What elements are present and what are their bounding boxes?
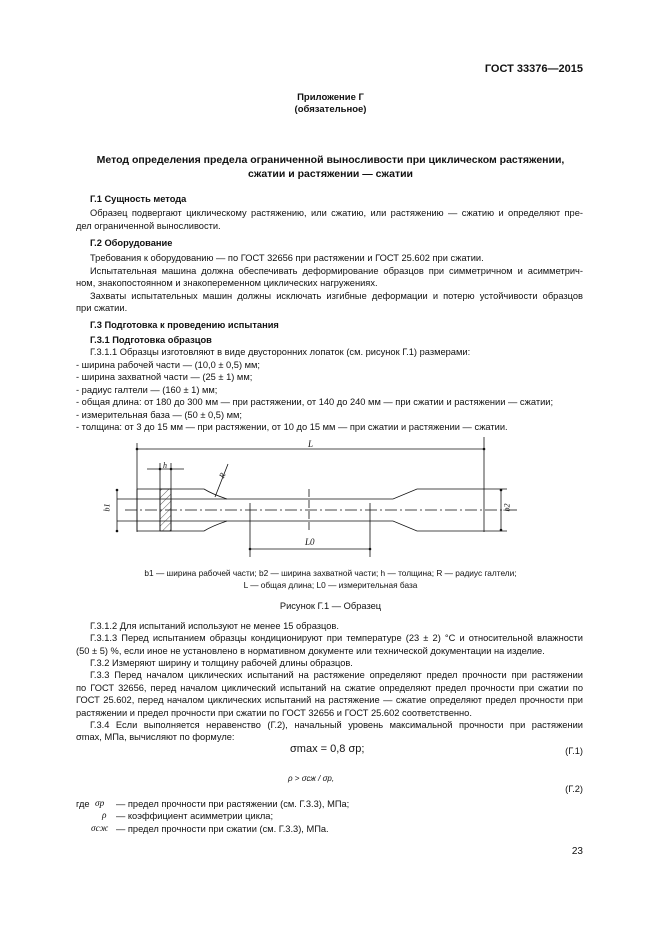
formula-g1-number: (Г.1): [565, 746, 583, 756]
definition: — коэффициент асимметрии цикла;: [116, 811, 274, 821]
text-line: при сжатии.: [76, 303, 128, 313]
text-line: Образец подвергают циклическому растяжению, или сжатию, или растяжению — сжатию и определяют пре-: [90, 208, 583, 218]
list-item: - ширина захватной части — (25 ± 1) мм;: [76, 372, 253, 382]
text-line: Г.3.3 Перед началом циклических испытаний на растяжение определяют предел прочности при растяжении: [90, 670, 583, 680]
formula-g2-number: (Г.2): [565, 784, 583, 794]
annex-status: (обязательное): [294, 104, 367, 115]
heading-g3: Г.3 Подготовка к проведению испытания: [90, 320, 279, 330]
list-item: - измерительная база — (50 ± 0,5) мм;: [76, 410, 243, 420]
figure-caption: Рисунок Г.1 — Образец: [279, 601, 382, 611]
text-line: растяжении и предел прочности при сжатии по ГОСТ 32656 и ГОСТ 25.602 соответственно.: [76, 708, 472, 718]
label-h: h: [163, 461, 167, 470]
definition: — предел прочности при растяжении (см. Г.3.3), МПа;: [116, 799, 350, 809]
definition: — предел прочности при сжатии (см. Г.3.3), МПа.: [116, 824, 329, 834]
heading-g1: Г.1 Сущность метода: [90, 194, 187, 204]
text-line: Требования к оборудованию — по ГОСТ 32656 при растяжении и ГОСТ 25.602 при сжатии.: [90, 253, 484, 263]
text-line: Испытательная машина должна обеспечивать деформирование образцов при симметричном и асимметрич-: [90, 266, 583, 276]
annex-title: Приложение Г: [297, 92, 364, 103]
text-line: ГОСТ 25.602, перед началом циклических испытаний на растяжение — сжатие определяют предел прочности при: [76, 695, 583, 705]
text-line: Г.3.1.3 Перед испытанием образцы кондиционируют при температуре (23 ± 2) °С и относительной влажности: [90, 633, 583, 643]
page-number: 23: [571, 846, 583, 857]
list-item: - общая длина: от 180 до 300 мм — при растяжении, от 140 до 240 мм — при сжатии и растяжении — сжатии;: [76, 397, 554, 407]
text-line: Захваты испытательных машин должны исключать изгибные деформации и потерю устойчивости образцов: [90, 291, 583, 301]
text-line: дел ограниченной выносливости.: [76, 221, 221, 231]
formula-g2: ρ > σсж / σр,: [288, 774, 335, 783]
label-L: L: [308, 439, 314, 449]
label-R: R: [217, 471, 228, 480]
label-b1: b1: [102, 503, 112, 512]
text-line: σmax, МПа, вычисляют по формуле:: [76, 732, 235, 742]
heading-g2: Г.2 Оборудование: [90, 238, 173, 248]
text-line: Г.3.2 Измеряют ширину и толщину рабочей длины образцов.: [90, 658, 353, 668]
formula-g1: σmax = 0,8 σр;: [290, 743, 365, 755]
symbol: ρ: [102, 811, 107, 821]
where-label: где: [76, 799, 90, 809]
label-L0: L0: [305, 537, 315, 547]
heading-g31: Г.3.1 Подготовка образцов: [90, 335, 212, 345]
symbol: σр: [95, 799, 105, 809]
text-line: Г.3.1.2 Для испытаний используют не менее 15 образцов.: [90, 621, 339, 631]
text-line: Г.3.1.1 Образцы изготовляют в виде двусторонних лопаток (см. рисунок Г.1) размерами:: [90, 347, 471, 357]
text-line: (50 ± 5) %, если иное не установлено в нормативном документе или технической документации на изделие.: [76, 646, 545, 656]
section-title-line: сжатии и растяжении — сжатии: [248, 168, 413, 180]
label-b2: b2: [502, 503, 512, 512]
text-line: по ГОСТ 32656, перед началом циклический испытаний на сжатие определяют предел прочности при сжатии по: [76, 683, 583, 693]
text-line: Г.3.4 Если выполняется неравенство (Г.2), начальный уровень максимальной прочности при растяжении: [90, 720, 583, 730]
figure-legend: b1 — ширина рабочей части; b2 — ширина захватной части; h — толщина; R — радиус галтели;: [144, 568, 517, 578]
symbol: σсж: [91, 824, 109, 834]
list-item: - ширина рабочей части — (10,0 ± 0,5) мм;: [76, 360, 261, 370]
list-item: - радиус галтели — (160 ± 1) мм;: [76, 385, 218, 395]
list-item: - толщина: от 3 до 15 мм — при растяжении, от 10 до 15 мм — при сжатии и растяжении — сжатии.: [76, 422, 508, 432]
figure-legend: L — общая длина; L0 — измерительная база: [243, 580, 418, 590]
section-title-line: Метод определения предела ограниченной выносливости при циклическом растяжении,: [96, 154, 565, 166]
document-id: ГОСТ 33376—2015: [484, 63, 583, 75]
text-line: ном, знакопостоянном и знакопеременном циклических нагружениях.: [76, 278, 378, 288]
